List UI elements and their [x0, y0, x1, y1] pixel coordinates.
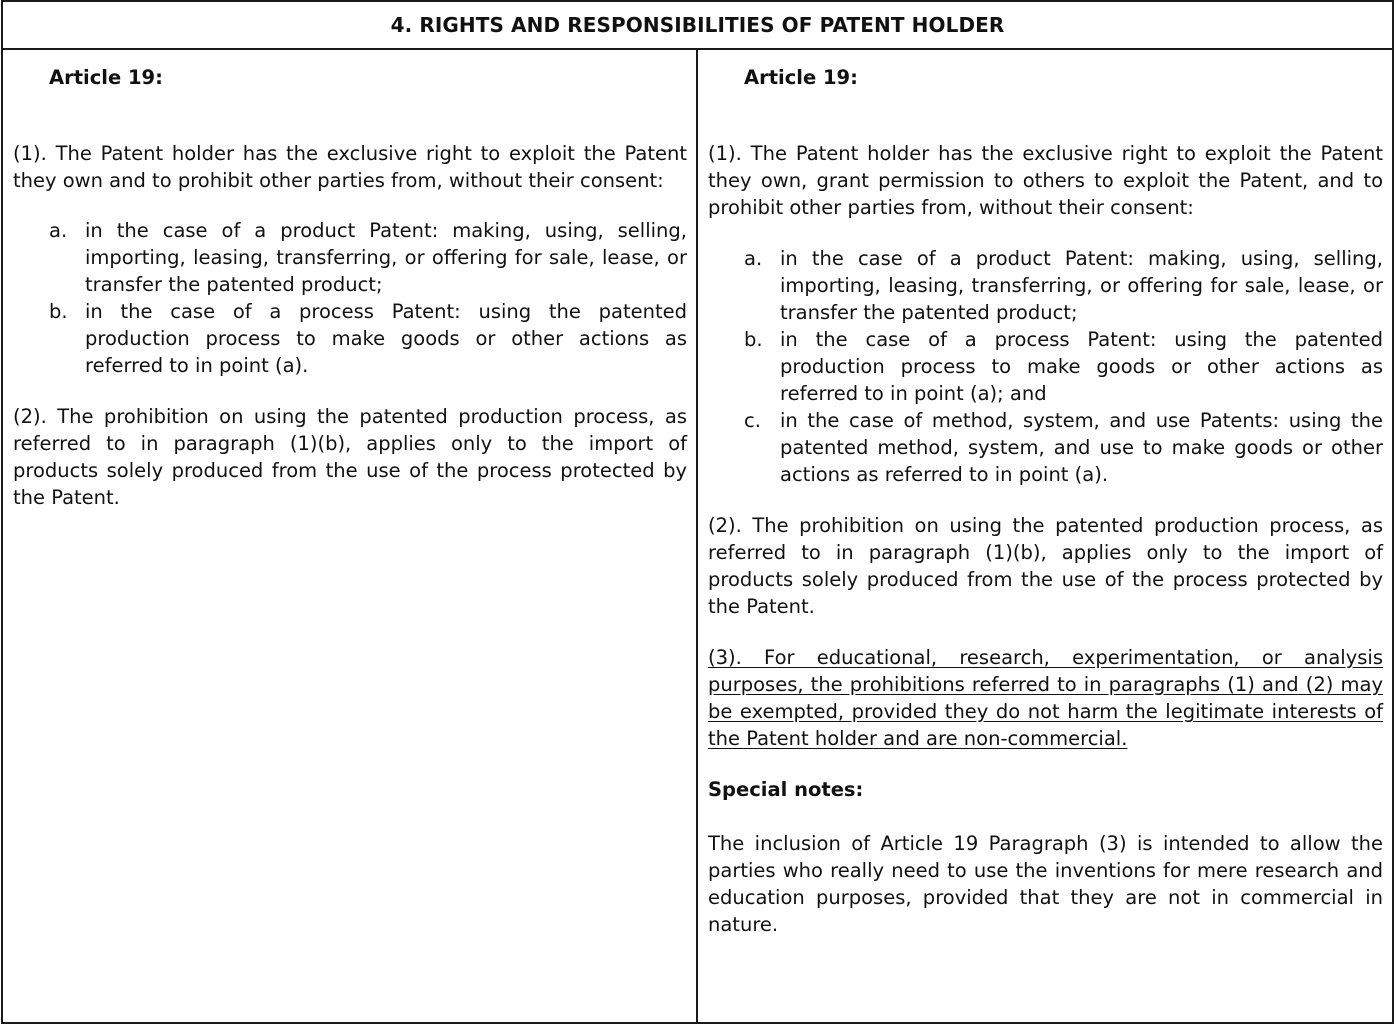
right-article-heading: Article 19:: [744, 66, 858, 89]
right-paragraph-2: (2). The prohibition on using the patented production process, as referred to in paragraph (1)(b), applies only to the import of products solely produced from the use of the process protected by the Patent.: [708, 514, 1383, 618]
list-item: [708, 326, 1383, 407]
list-item: [708, 407, 1383, 488]
special-notes-heading: Special notes:: [708, 778, 864, 801]
comparison-table: [1, 0, 1394, 1024]
list-marker: b.: [744, 328, 763, 351]
table-body: [3, 50, 1392, 1022]
list-item-text: in the case of a product Patent: making, using, selling, importing, leasing, transferring, or offering for sale, lease, or transfer the patented product;: [85, 219, 687, 296]
list-item: [708, 245, 1383, 326]
special-notes-text: The inclusion of Article 19 Paragraph (3) is intended to allow the parties who really need to use the inventions for mere research and education purposes, provided that they are not in commercial in nature.: [708, 832, 1383, 936]
list-item: [13, 217, 687, 298]
left-paragraph-1: (1). The Patent holder has the exclusive right to exploit the Patent they own and to prohibit other parties from, without their consent:: [13, 142, 687, 192]
left-column: [3, 50, 698, 1022]
list-marker: a.: [744, 247, 763, 270]
list-marker: a.: [49, 219, 68, 242]
list-marker: c.: [744, 409, 761, 432]
list-item-text: in the case of a product Patent: making, using, selling, importing, leasing, transferring, or offering for sale, lease, or transfer the patented product;: [780, 247, 1383, 324]
section-title: 4. RIGHTS AND RESPONSIBILITIES OF PATENT HOLDER: [390, 13, 1005, 37]
list-item: [13, 298, 687, 379]
list-item-text: in the case of method, system, and use Patents: using the patented method, system, and use to make goods or other actions as referred to in point (a).: [780, 409, 1383, 486]
left-paragraph-2: (2). The prohibition on using the patented production process, as referred to in paragraph (1)(b), applies only to the import of products solely produced from the use of the process protected by the Patent.: [13, 405, 687, 509]
left-item-list: [13, 217, 687, 379]
list-marker: b.: [49, 300, 68, 323]
right-item-list: [708, 245, 1383, 488]
right-column: [698, 50, 1392, 1022]
list-item-text: in the case of a process Patent: using the patented production process to make goods or other actions as referred to in point (a).: [85, 300, 687, 377]
table-header: [3, 2, 1392, 50]
list-item-text: in the case of a process Patent: using the patented production process to make goods or other actions as referred to in point (a); and: [780, 328, 1383, 405]
right-paragraph-3-amendment: (3). For educational, research, experimentation, or analysis purposes, the prohibitions referred to in paragraphs (1) and (2) may be exempted, provided they do not harm the legitimate interests of the Patent holder and are non-commercial.: [708, 646, 1383, 750]
right-paragraph-1: (1). The Patent holder has the exclusive right to exploit the Patent they own, grant permission to others to exploit the Patent, and to prohibit other parties from, without their consent:: [708, 142, 1383, 219]
left-article-heading: Article 19:: [49, 66, 163, 89]
